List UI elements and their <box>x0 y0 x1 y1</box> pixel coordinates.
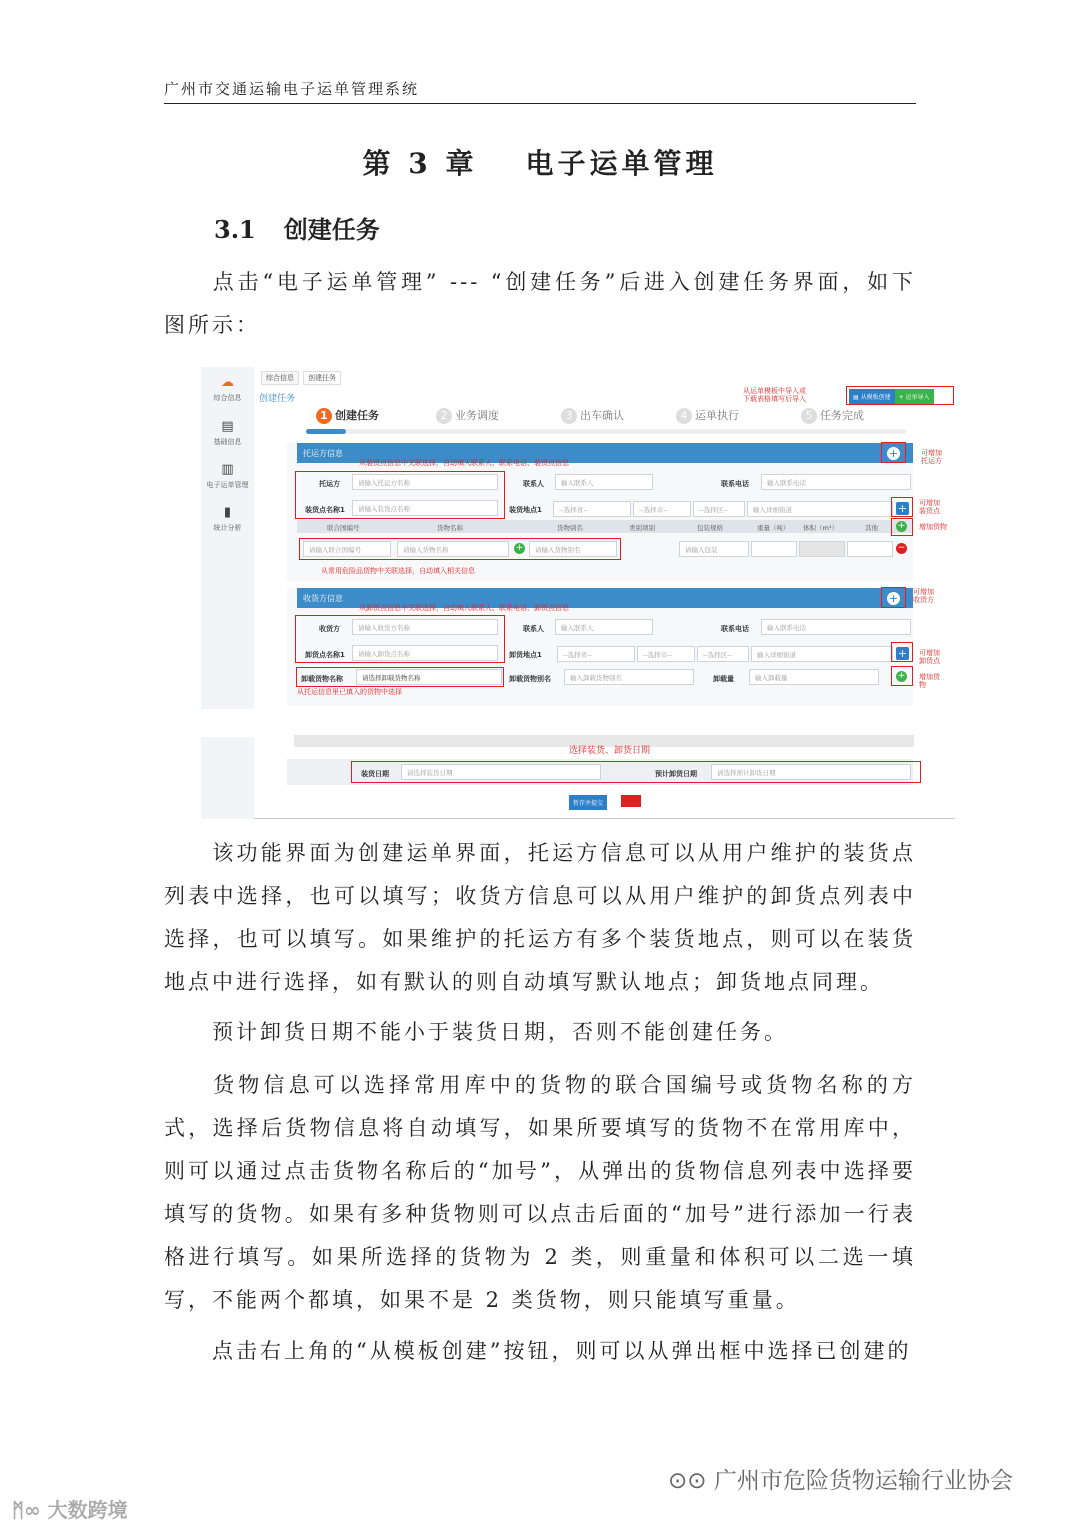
import-note: 从运单模板中导入或 下载表格填写后导入 <box>743 387 806 403</box>
breadcrumb: 创建任务 <box>259 394 296 404</box>
weight-input[interactable] <box>751 541 797 557</box>
sidebar-item-basic[interactable]: ▤ 基础信息 <box>201 419 254 447</box>
wechat-icon: ⊙⊙ <box>668 1468 714 1494</box>
paragraph-4: 点击右上角的“从模板创建”按钮，则可以从弹出框中选择已创建的 <box>212 1339 912 1363</box>
chapter-number: 第 3 章 <box>362 147 478 180</box>
paragraph-1: 该功能界面为创建运单界面，托运方信息可以从用户维护的装货点列表中选择，也可以填写；收货方信息可以从用户维护的卸货点列表中选择，也可以填写。如果维护的托运方有多个装货地点，则可以在装货地点中进行选择，如有默认的则自动填写默认地点；卸货地点同理。 <box>164 841 916 994</box>
sidebar-item-waybill[interactable]: ▥ 电子运单管理 <box>201 462 254 490</box>
consignee-contact-input[interactable]: 输入联系人 <box>555 619 653 635</box>
consignee-phone-input[interactable]: 输入联系电话 <box>761 619 911 635</box>
volume-input[interactable] <box>799 541 845 557</box>
section-title <box>214 210 380 245</box>
step-4: 4 运单执行 <box>676 407 739 424</box>
add-unload-goods-icon[interactable]: + <box>897 671 906 681</box>
unload-qty-input[interactable]: 输入卸载量 <box>749 669 879 685</box>
packaging-input[interactable]: 请输入包装 <box>679 541 749 557</box>
bar-chart-icon: ▮ <box>223 505 232 520</box>
intro-text: 点击“电子运单管理” --- “创建任务”后进入创建任务界面，如下图所示： <box>164 270 916 337</box>
paragraph-3: 货物信息可以选择常用库中的货物的联合国编号或货物名称的方式，选择后货物信息将自动填写，如果所要填写的货物不在常用库中，则可以通过点击货物名称后的“加号”，从弹出的货物信息列表中选择要填写的货物。如果有多种货物则可以点击后面的“加号”进行添加一行表格进行填写。如果所选择的货物为 2 类，则重量和体积可以二选一填写，不能两个都填，如果不是 2 类货物，则只能填写重量。 <box>164 1073 916 1312</box>
unloadpoint-input[interactable]: 请输入卸货点名称 <box>352 645 498 661</box>
add-unloadpoint-icon[interactable]: + <box>897 647 908 660</box>
chapter-title <box>0 142 1080 182</box>
tab-overview[interactable]: 综合信息 <box>261 371 299 385</box>
unload-district-select[interactable]: --选择区-- <box>697 646 749 662</box>
un-number-input[interactable]: 请输入联合国编号 <box>303 541 391 557</box>
running-header: 广州市交通运输电子运单管理系统 <box>164 78 916 104</box>
unload-street-input[interactable]: 输入详细街道 <box>751 646 893 662</box>
sidebar-item-overview[interactable]: ☁ 综合信息 <box>201 375 254 403</box>
book-icon: ▤ <box>221 419 234 434</box>
unload-goods-note: 从托运信息里已填入的货物中选择 <box>297 688 402 696</box>
unload-date-input[interactable]: 请选择预计卸货日期 <box>711 764 911 780</box>
goods-name-input[interactable]: 请输入货物名称 <box>397 541 509 557</box>
section-number: 3.1 <box>214 215 256 244</box>
add-consignee-note: 可增加 收货方 <box>913 588 934 604</box>
add-unloadpoint-note: 可增加 卸货点 <box>919 649 940 665</box>
cloud-icon: ☁ <box>221 375 234 390</box>
section-name: 创建任务 <box>283 215 380 244</box>
paragraph-2: 预计卸货日期不能小于装货日期，否则不能创建任务。 <box>212 1020 788 1044</box>
goods-table-header: 联合国编号 货物名称 货物别名 类别项别 包装规格 重量（吨） 体积（m³） 其他 <box>297 520 913 533</box>
consignee-note: 从卸货点信息中关联选择，自动填入联系人、联系电话、卸货点信息 <box>359 604 569 612</box>
add-consignee-icon[interactable]: + <box>888 592 899 605</box>
load-date-input[interactable]: 请选择装货日期 <box>401 764 601 780</box>
step-1: 1 创建任务 <box>316 407 379 424</box>
consignee-header: 收货方信息 <box>297 588 913 608</box>
step-progress-bar <box>306 429 906 434</box>
load-street-input[interactable]: 输入详细街道 <box>747 501 893 517</box>
intro-paragraph <box>164 261 916 347</box>
load-district-select[interactable]: --选择区-- <box>693 501 745 517</box>
add-goods-note: 增加货物 <box>919 523 947 531</box>
add-shipper-note: 可增加 托运方 <box>921 449 942 465</box>
loadpoint-input[interactable]: 请输入装货点名称 <box>352 500 498 516</box>
add-loadpoint-icon[interactable]: + <box>897 502 908 515</box>
unload-goods-select[interactable]: 请选择卸载货物名称 <box>356 669 502 685</box>
shipper-contact-input[interactable]: 输入联系人 <box>555 474 653 490</box>
goods-lookup-icon[interactable]: + <box>515 543 524 553</box>
watermark-brand: ᛗ∞ 大数跨境 <box>12 1498 128 1522</box>
consignee-input[interactable]: 请输入收货方名称 <box>352 619 498 635</box>
brand-logo-icon: ᛗ∞ <box>12 1498 48 1522</box>
sidebar-item-stats[interactable]: ▮ 统计分析 <box>201 505 254 533</box>
step-5: 5 任务完成 <box>801 407 864 424</box>
from-template-button[interactable]: ▤ 从模板创建 <box>849 389 895 404</box>
step-2: 2 业务调度 <box>436 407 499 424</box>
sidebar <box>201 367 254 709</box>
import-button[interactable]: + 运单导入 <box>895 389 934 404</box>
sidebar-lower <box>201 737 254 819</box>
ui-screenshot: ☁ 综合信息 ▤ 基础信息 ▥ 电子运单管理 ▮ 统计分析 综合信息 创建任务 创建任务 1 创建任务 2 业务调度 3 出车确认 4 运单执行 5 任务完成 从运单模板中导入或 下载表格填写后导入 ▤ 从模板创建 + 运单导入 托运方信息 + 可增加 托运方 从装货点信息中关联选择，自动填入联系人、联系电话、装货点信息 托运方 请输入托运方名称 联系人 输入联系人 联系电话 输入联系电话 装货点名称1 请输入装货点名称 装货地点1 --选择省-- --选择市-- --选择区-- 输入详细街道 + 可增加 装货点 联合国编号 货物名称 货物别名 类别项别 包装规格 重量（吨） 体积（m³） 其他 + 增加货物 请输入联合国编号 请输入货物名称 + 请输入货物别名 请输入包装 − 从常用危险品货物中关联选择，自动填入相关信息 收货方信息 + 可增加 收货方 从卸货点信息中关联选择，自动填入联系人、联系电话、卸货点信息 收货方 请输入收货方名称 联系人 输入联系人 联系电话 输入联系电话 卸货点名称1 请输入卸货点名称 卸货地点1 --选择省-- --选择市-- --选择区-- 输入详细街道 + 可增加 卸货点 卸载货物名称 请选择卸载货物名称 卸载货物别名 输入卸载货物别名 卸载量 输入卸载量 + 增加货 物 从托运信息里已填入的货物中选择 选择装货、卸货日期 装货日期 请选择装货日期 预计卸货日期 请选择预计卸货日期 暂存并提交 <box>201 367 955 819</box>
chapter-name: 电子运单管理 <box>525 147 718 180</box>
unload-province-select[interactable]: --选择省-- <box>557 646 635 662</box>
remove-goods-icon[interactable]: − <box>897 543 906 553</box>
add-goods-icon[interactable]: + <box>897 521 906 531</box>
tab-create-task[interactable]: 创建任务 <box>303 371 341 385</box>
tab-bar <box>261 371 345 385</box>
shipper-phone-input[interactable]: 输入联系电话 <box>761 474 911 490</box>
file-icon: ▥ <box>221 462 234 477</box>
top-buttons-box <box>846 386 954 405</box>
reset-button[interactable] <box>621 795 641 807</box>
add-shipper-icon[interactable]: + <box>888 447 899 460</box>
other-input[interactable] <box>847 541 893 557</box>
add-unload-goods-note: 增加货 物 <box>919 673 940 689</box>
add-loadpoint-note: 可增加 装货点 <box>919 499 940 515</box>
goods-alias-input[interactable]: 请输入货物别名 <box>529 541 617 557</box>
shipper-header: 托运方信息 <box>297 443 913 463</box>
shipper-note: 从装货点信息中关联选择，自动填入联系人、联系电话、装货点信息 <box>359 459 569 467</box>
save-submit-button[interactable]: 暂存并提交 <box>569 795 607 810</box>
dates-note: 选择装货、卸货日期 <box>569 746 651 756</box>
watermark-association: ⊙⊙ 广州市危险货物运输行业协会 <box>668 1468 1013 1494</box>
load-province-select[interactable]: --选择省-- <box>553 501 631 517</box>
unload-alias-input[interactable]: 输入卸载货物别名 <box>564 669 694 685</box>
step-3: 3 出车确认 <box>561 407 624 424</box>
step-progress <box>316 407 876 431</box>
unload-city-select[interactable]: --选择市-- <box>637 646 695 662</box>
goods-note: 从常用危险品货物中关联选择，自动填入相关信息 <box>321 567 475 575</box>
load-city-select[interactable]: --选择市-- <box>633 501 691 517</box>
shipper-input[interactable]: 请输入托运方名称 <box>352 474 498 490</box>
